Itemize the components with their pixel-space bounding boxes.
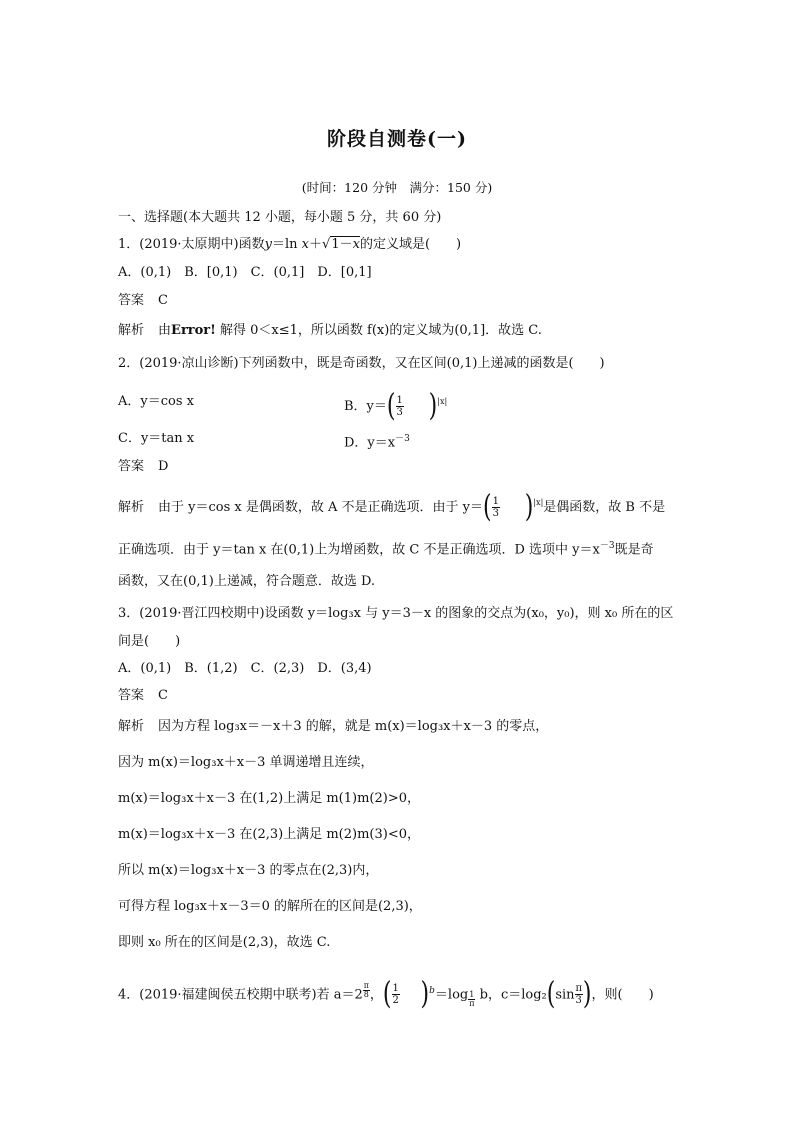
page-title: 阶段自测卷(一)	[327, 128, 467, 150]
question-3-stem-line-2: 间是( )	[118, 634, 181, 649]
question-2-options-ab: A．y＝cos x B．y＝( $\frac{1}{3}$ )$^{|x|}$	[118, 388, 448, 424]
question-3-analysis-line-7: 即则 x₀ 所在的区间是(2,3)，故选 C.	[118, 935, 331, 950]
question-1-options: A．(0,1) B．[0,1) C．(0,1] D．[0,1]	[118, 265, 372, 280]
question-3-analysis-line-2: 因为 m(x)＝log₃x＋x－3 单调递增且连续，	[118, 755, 374, 770]
question-3-options: A．(0,1) B．(1,2) C．(2,3) D．(3,4)	[118, 661, 372, 676]
question-1-answer: 答案 C	[118, 293, 168, 308]
question-1-analysis: 解析 由Error! 解得 0＜x≤1，所以函数 f(x)的定义域为(0,1]．故选 C.	[118, 323, 542, 338]
question-2-answer: 答案 D	[118, 459, 169, 474]
section-heading: 一、选择题(本大题共 12 小题，每小题 5 分，共 60 分)	[118, 210, 442, 225]
question-3-analysis-line-3: m(x)＝log₃x＋x－3 在(1,2)上满足 m(1)m(2)>0，	[118, 791, 420, 806]
question-3-stem-line-1: 3．(2019·晋江四校期中)设函数 y＝log₃x 与 y＝3－x 的图象的交点为(x₀，y₀)，则 x₀ 所在的区	[118, 606, 674, 621]
question-3-analysis-line-5: 所以 m(x)＝log₃x＋x－3 的零点在(2,3)内，	[118, 863, 379, 878]
question-3-analysis-line-6: 可得方程 log₃x＋x－3＝0 的解所在的区间是(2,3)，	[118, 899, 422, 914]
question-2-analysis-line-1: 解析 由于 y＝cos x 是偶函数，故 A 不是正确选项．由于 y＝( $\frac{1}{3}$ )$^{|x|}$是偶函数，故 B 不是	[118, 489, 666, 525]
question-3-analysis-line-1: 解析 因为方程 log₃x＝－x＋3 的解，就是 m(x)＝log₃x＋x－3 的零点，	[118, 719, 549, 734]
exam-info: (时间：120 分钟 满分：150 分)	[301, 180, 493, 195]
question-3-analysis-line-4: m(x)＝log₃x＋x－3 在(2,3)上满足 m(2)m(3)<0，	[118, 827, 420, 842]
question-2-options-cd: C．y＝tan x D．$y=x^{-3}$	[118, 431, 410, 451]
question-4-stem: 4．(2019·福建闽侯五校期中联考)若 a＝2 $^{\frac{\pi}{8}}$ ，( $\frac{1}{2}$ )$^b$＝log $_{\frac{1}{\pi}}$ b，c＝log₂(sin $\frac{\pi}{3}$ )，则( )	[118, 976, 654, 1012]
question-3-answer: 答案 C	[118, 688, 168, 703]
question-2-analysis-line-2: 正确选项．由于 y＝tan x 在(0,1)上为增函数，故 C 不是正确选项．D 选项中 $y=x^{-3}$既是奇	[118, 541, 654, 558]
question-2-stem: 2．(2019·凉山诊断)下列函数中，既是奇函数，又在区间(0,1)上递减的函数是( )	[118, 356, 605, 371]
question-2-analysis-line-3: 函数，又在(0,1)上递减，符合题意．故选 D.	[118, 574, 376, 589]
question-1-stem: 1．(2019·太原期中)函数y＝ln x＋√1－x的定义域是( )	[118, 237, 462, 252]
